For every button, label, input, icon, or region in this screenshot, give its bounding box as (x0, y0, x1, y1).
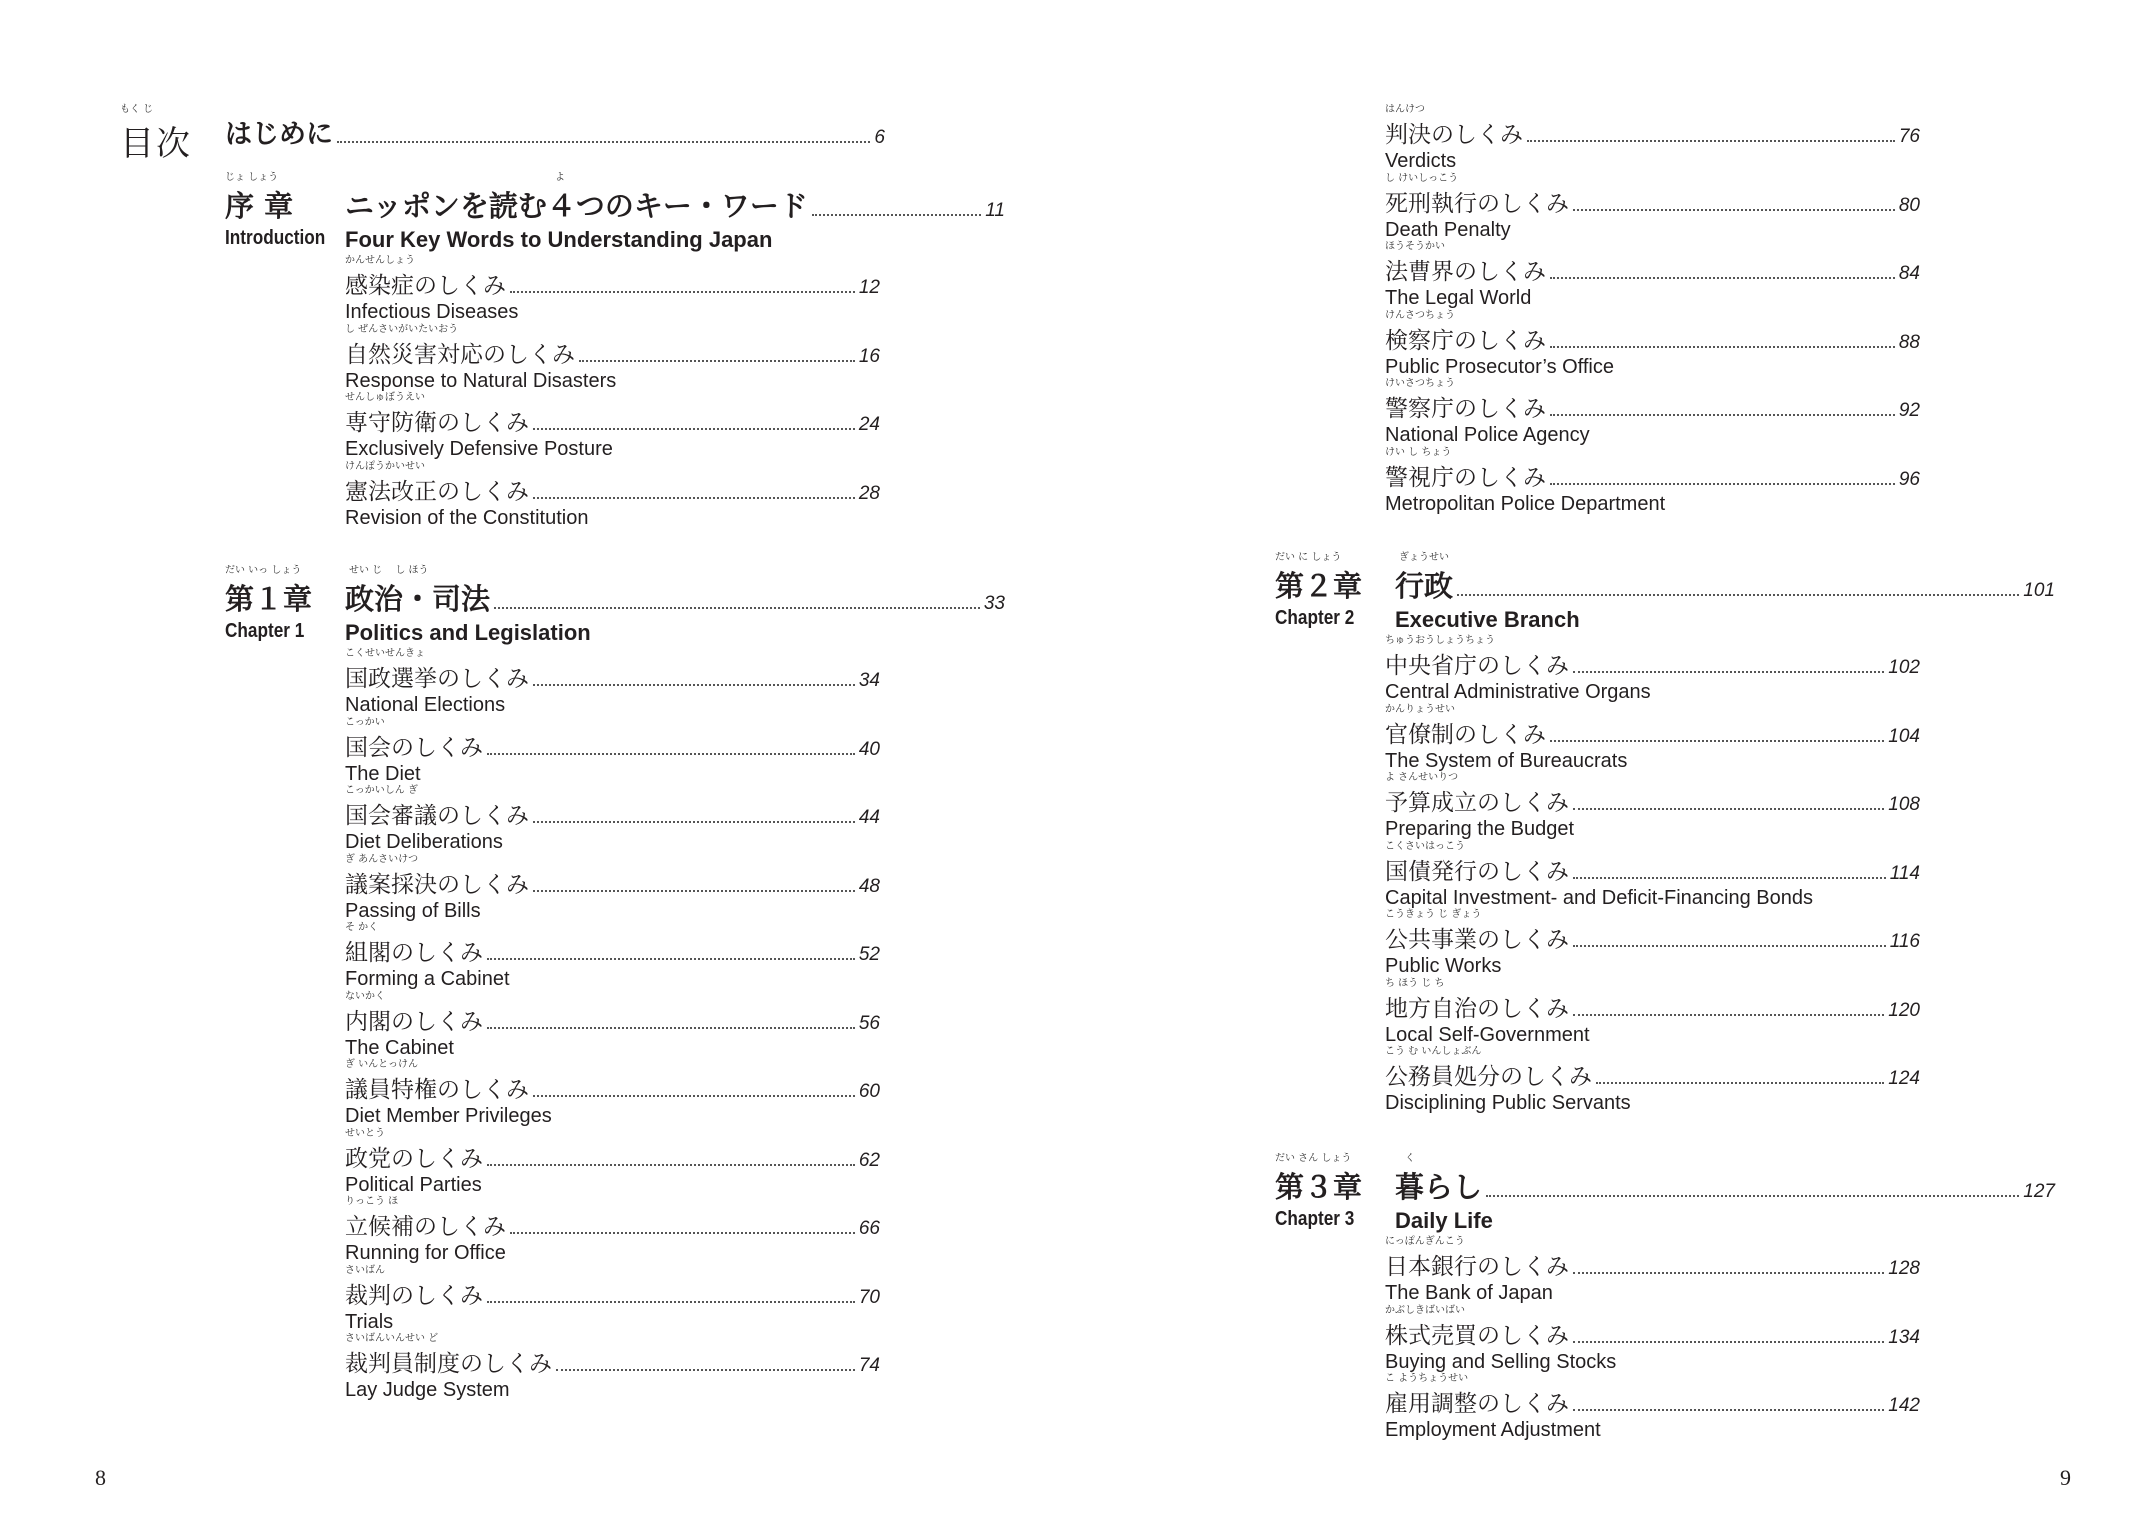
toc-entry[interactable] (1385, 173, 1920, 242)
page-number: 12 (858, 277, 880, 298)
entry-title-jp: 警察庁のしくみ (1385, 396, 1546, 422)
chapter-label (1275, 552, 1385, 630)
leader-dots (1527, 140, 1895, 142)
entry-ruby: ちゅうおうしょうちょう (1385, 635, 1495, 646)
entry-title-jp: 感染症のしくみ (345, 273, 506, 299)
entry-ruby: けい し ちょう (1385, 446, 1452, 458)
toc-entry[interactable] (345, 461, 880, 530)
leader-dots (487, 753, 855, 755)
page-number: 116 (1889, 931, 1920, 952)
toc-entry[interactable] (345, 922, 880, 991)
toc-entry[interactable] (1385, 310, 1920, 379)
page-number: 24 (858, 414, 880, 435)
page-folio: 8 (95, 1465, 106, 1490)
chapter-label-en: Chapter 3 (1275, 1208, 1355, 1230)
entry-ruby: りっこう ほ (345, 1196, 399, 1207)
entry-ruby: こっかいしん ぎ (345, 785, 418, 796)
page-number: 134 (1888, 1326, 1920, 1348)
entry-title-en: Diet Member Privileges (345, 1105, 552, 1127)
leader-dots (494, 607, 980, 609)
entry-title-en: Buying and Selling Stocks (1385, 1350, 1617, 1373)
toc-entry[interactable] (345, 324, 880, 393)
entry-title-jp: 日本銀行のしくみ (1385, 1254, 1569, 1280)
toc-entry[interactable] (1385, 1236, 1920, 1305)
entry-title-jp: 警視庁のしくみ (1385, 464, 1546, 491)
entry-ruby: こうきょう じ ぎょう (1385, 909, 1482, 920)
entry-ruby: こくせいせんきょ (345, 648, 425, 659)
leader-dots (533, 497, 855, 499)
entry-title-en: The Cabinet (345, 1036, 454, 1059)
toc-label (120, 104, 240, 165)
leader-dots (1573, 671, 1884, 673)
entry-ruby: そ かく (345, 922, 379, 933)
entry-ruby: し ぜんさいがいたいおう (345, 323, 459, 335)
page-number: 34 (858, 670, 880, 691)
title-ruby: く (1405, 1153, 1415, 1164)
toc-entry[interactable] (1385, 704, 1920, 773)
leader-dots (1550, 740, 1884, 742)
toc-entry[interactable] (345, 1333, 880, 1402)
entry-title-en: Political Parties (345, 1173, 482, 1196)
chapter-label-en: Chapter 1 (225, 620, 305, 642)
leader-dots (1550, 277, 1895, 279)
entry-title-jp: 判決のしくみ (1385, 122, 1523, 148)
entry-ruby: かぶしきばいばい (1385, 1304, 1465, 1316)
chapter-label-ruby: だい さん しょう (1275, 1153, 1352, 1164)
entry-title-en: Central Administrative Organs (1385, 681, 1651, 703)
toc-entry[interactable] (1385, 378, 1920, 447)
entry-ruby: こっかい (345, 716, 385, 728)
leader-dots (1573, 1409, 1884, 1411)
toc-entry[interactable] (345, 255, 880, 324)
chapter-title: ニッポンを読む４つのキー・ワード (345, 189, 808, 223)
intro-title: はじめに (225, 119, 333, 150)
entry-title-en: Running for Office (345, 1242, 506, 1264)
entry-title-jp: 国会審議のしくみ (345, 803, 529, 829)
page-number: 88 (1898, 331, 1920, 353)
entry-title-en: Response to Natural Disasters (345, 369, 617, 392)
entry-ruby: かんりょうせい (1385, 703, 1455, 715)
page-number: 142 (1888, 1395, 1920, 1416)
leader-dots (1486, 1195, 2019, 1197)
leader-dots (487, 1301, 855, 1303)
entry-title-en: Trials (345, 1310, 394, 1333)
leader-dots (487, 1027, 855, 1029)
chapter-title-en: Executive Branch (1395, 607, 1580, 632)
chapter-label (225, 565, 335, 643)
page-number: 6 (874, 127, 885, 148)
page-number: 56 (858, 1012, 880, 1034)
toc-entry[interactable] (345, 1059, 880, 1128)
entry-ruby: かんせんしょう (345, 255, 415, 266)
chapter-title-en: Daily Life (1395, 1208, 1493, 1233)
entry-title-jp: 内閣のしくみ (345, 1008, 483, 1035)
leader-dots (487, 1164, 855, 1166)
entry-title-jp: 自然災害対応のしくみ (345, 341, 575, 368)
chapter-label-kanji: 序 章 (225, 189, 294, 223)
page-number: 44 (858, 807, 880, 828)
toc-entry[interactable] (1385, 104, 1920, 173)
chapter-title: 行政 (1395, 569, 1454, 603)
entry-title-jp: 雇用調整のしくみ (1385, 1391, 1569, 1417)
leader-dots (1550, 414, 1895, 416)
entry-ruby: はんけつ (1385, 104, 1425, 115)
right-page (1075, 0, 2150, 1518)
leader-dots (1550, 483, 1895, 485)
entry-ruby: ほうそうかい (1385, 241, 1445, 252)
entry-title-en: Disciplining Public Servants (1385, 1092, 1631, 1114)
entry-title-jp: 政党のしくみ (345, 1145, 483, 1172)
toc-label-text: 目次 (120, 124, 192, 164)
leader-dots (533, 428, 855, 430)
entry-ruby: さいばん (345, 1264, 385, 1276)
page-number: 120 (1888, 999, 1920, 1021)
entry-title-en: Public Prosecutor’s Office (1385, 355, 1614, 378)
entry-title-jp: 専守防衛のしくみ (345, 410, 529, 436)
entry-title-jp: 検察庁のしくみ (1385, 327, 1546, 354)
intro-entry[interactable] (225, 112, 885, 151)
entry-title-en: The System of Bureaucrats (1385, 749, 1628, 772)
entry-ruby: けんぽうかいせい (345, 460, 425, 472)
page-number: 127 (2023, 1181, 2055, 1202)
leader-dots (1573, 209, 1895, 211)
entry-title-en: National Elections (345, 694, 506, 716)
leader-dots (1573, 1014, 1884, 1016)
page-number: 62 (858, 1149, 880, 1171)
entry-title-en: The Legal World (1385, 287, 1532, 309)
entry-title-en: Preparing the Budget (1385, 818, 1575, 840)
chapter-label-en: Chapter 2 (1275, 607, 1355, 629)
entry-ruby: よ さんせいりつ (1385, 772, 1459, 783)
entry-ruby: ち ほう じ ち (1385, 977, 1445, 989)
entry-title-en: National Police Agency (1385, 424, 1590, 446)
chapter-title: 政治・司法 (345, 582, 491, 616)
toc-label-ruby: もく じ (120, 104, 154, 115)
entry-title-jp: 憲法改正のしくみ (345, 478, 529, 505)
toc-entry[interactable] (345, 1128, 880, 1197)
entry-title-en: Capital Investment- and Deficit-Financing Bonds (1385, 886, 1813, 909)
page-number: 92 (1898, 400, 1920, 421)
entry-title-en: Passing of Bills (345, 899, 481, 922)
entry-ruby: ぎ あんさいけつ (345, 853, 419, 865)
leader-dots (579, 360, 855, 362)
entry-title-en: Exclusively Defensive Posture (345, 438, 613, 460)
title-ruby: ぎょうせい (1399, 552, 1449, 563)
page-number: 60 (858, 1081, 880, 1102)
page-number: 40 (858, 738, 880, 760)
entry-title-en: Employment Adjustment (1385, 1419, 1601, 1441)
entry-ruby: にっぽんぎんこう (1385, 1236, 1465, 1247)
entry-ruby: ぎ いんとっけん (345, 1059, 418, 1070)
entry-title-jp: 予算成立のしくみ (1385, 790, 1569, 816)
toc-entry[interactable] (1385, 447, 1920, 516)
entry-ruby: こ ようちょうせい (1385, 1373, 1469, 1384)
leader-dots (533, 684, 855, 686)
toc-entry[interactable] (1385, 241, 1920, 310)
chapter-title-en: Politics and Legislation (345, 620, 591, 645)
entry-title-en: Local Self-Government (1385, 1023, 1590, 1046)
entry-ruby: し けいしっこう (1385, 172, 1459, 184)
page-number: 70 (858, 1286, 880, 1308)
toc-entry[interactable] (1385, 909, 1920, 978)
leader-dots (1573, 1341, 1884, 1343)
leader-dots (510, 1232, 855, 1234)
entry-title-jp: 裁判のしくみ (345, 1282, 483, 1309)
entry-title-en: Verdicts (1385, 150, 1457, 172)
entry-title-en: Lay Judge System (345, 1379, 510, 1401)
toc-entry[interactable] (345, 717, 880, 786)
entry-ruby: けんさつちょう (1385, 309, 1455, 321)
chapter-label-ruby: じょ しょう (225, 172, 279, 183)
leader-dots (1550, 346, 1895, 348)
entry-ruby: こう む いんしょぶん (1385, 1046, 1482, 1057)
toc-entry[interactable] (345, 854, 880, 923)
leader-dots (533, 890, 855, 892)
page-number: 84 (1898, 263, 1920, 284)
entry-title-en: The Diet (345, 762, 421, 785)
leader-dots (533, 821, 855, 823)
page-number: 101 (2023, 580, 2055, 601)
page-number: 48 (858, 875, 880, 897)
leader-dots (812, 214, 981, 216)
entry-title-en: The Bank of Japan (1385, 1282, 1553, 1304)
leader-dots (1596, 1082, 1884, 1084)
leader-dots (1573, 1272, 1884, 1274)
page-number: 74 (858, 1355, 880, 1376)
entry-ruby: せいとう (345, 1127, 385, 1139)
chapter-label-kanji: 第１章 (225, 582, 313, 616)
leader-dots (556, 1369, 855, 1371)
leader-dots (1573, 945, 1886, 947)
page-number: 124 (1888, 1068, 1920, 1089)
toc-entry[interactable] (345, 1196, 880, 1265)
entry-title-jp: 議案採決のしくみ (345, 871, 529, 898)
toc-entry[interactable] (345, 1265, 880, 1334)
page-number: 80 (1898, 194, 1920, 216)
entry-title-jp: 国政選挙のしくみ (345, 666, 529, 692)
page-number: 76 (1898, 126, 1920, 147)
entry-title-en: Public Works (1385, 955, 1502, 977)
page-number: 66 (858, 1218, 880, 1239)
page-number: 33 (983, 593, 1005, 614)
chapter-label-ruby: だい いっ しょう (225, 565, 302, 576)
chapter-title: 暮らし (1395, 1170, 1483, 1204)
entry-title-jp: 国債発行のしくみ (1385, 858, 1569, 885)
leader-dots (487, 958, 855, 960)
page-number: 104 (1888, 725, 1920, 747)
toc-entry[interactable] (345, 991, 880, 1060)
entry-title-jp: 公務員処分のしくみ (1385, 1064, 1592, 1090)
chapter-label-en: Introduction (225, 227, 326, 249)
entry-title-jp: 株式売買のしくみ (1385, 1322, 1569, 1349)
page-number: 52 (858, 944, 880, 965)
entry-title-jp: 法曹界のしくみ (1385, 259, 1546, 285)
toc-entry[interactable] (345, 785, 880, 854)
entry-ruby: けいさつちょう (1385, 378, 1455, 389)
entry-title-en: Death Penalty (1385, 218, 1511, 241)
page-number: 128 (1888, 1258, 1920, 1279)
entry-title-en: Diet Deliberations (345, 831, 503, 853)
entry-title-jp: 裁判員制度のしくみ (345, 1351, 552, 1377)
entry-title-jp: 地方自治のしくみ (1385, 995, 1569, 1022)
title-ruby: よ (555, 172, 565, 183)
entry-title-en: Revision of the Constitution (345, 506, 589, 529)
leader-dots (510, 291, 855, 293)
page-number: 114 (1889, 862, 1920, 884)
entry-title-jp: 官僚制のしくみ (1385, 721, 1546, 748)
page-number: 96 (1898, 468, 1920, 490)
chapter-label-kanji: 第３章 (1275, 1170, 1363, 1204)
chapter-label-ruby: だい に しょう (1275, 552, 1342, 563)
entry-title-en: Forming a Cabinet (345, 968, 510, 990)
entry-ruby: ないかく (345, 990, 385, 1002)
entry-title-jp: 国会のしくみ (345, 734, 483, 761)
entry-title-jp: 中央省庁のしくみ (1385, 653, 1569, 679)
toc-entry[interactable] (1385, 978, 1920, 1047)
page-number: 108 (1888, 794, 1920, 815)
leader-dots (1573, 808, 1884, 810)
chapter-title-en: Four Key Words to Understanding Japan (345, 227, 773, 252)
entry-title-jp: 立候補のしくみ (345, 1214, 506, 1240)
entry-ruby: さいばんいんせい ど (345, 1333, 439, 1344)
toc-entry[interactable] (1385, 635, 1920, 704)
chapter-label (1275, 1153, 1385, 1231)
toc-entry[interactable] (1385, 1046, 1920, 1115)
entry-ruby: せんしゅぼうえい (345, 392, 425, 403)
page-number: 16 (858, 345, 880, 367)
toc-entry[interactable] (345, 648, 880, 717)
leader-dots (1457, 594, 2019, 596)
toc-entry[interactable] (1385, 1305, 1920, 1374)
chapter-label (225, 172, 335, 250)
toc-entry[interactable] (1385, 1373, 1920, 1442)
leader-dots (337, 141, 870, 143)
page-number: 102 (1888, 657, 1920, 678)
entry-title-jp: 組閣のしくみ (345, 940, 483, 966)
entry-title-jp: 議員特権のしくみ (345, 1077, 529, 1103)
title-ruby: せい じ し ほう (349, 565, 429, 576)
entry-title-en: Infectious Diseases (345, 301, 519, 323)
entry-title-jp: 死刑執行のしくみ (1385, 190, 1569, 217)
leader-dots (533, 1095, 855, 1097)
entry-ruby: こくさいはっこう (1385, 840, 1465, 852)
toc-entry[interactable] (345, 392, 880, 461)
entry-title-en: Metropolitan Police Department (1385, 492, 1666, 515)
toc-entry[interactable] (1385, 841, 1920, 910)
entry-title-jp: 公共事業のしくみ (1385, 927, 1569, 953)
leader-dots (1573, 877, 1886, 879)
toc-entry[interactable] (1385, 772, 1920, 841)
page-number: 11 (985, 200, 1005, 221)
chapter-label-kanji: 第２章 (1275, 569, 1363, 603)
page-folio: 9 (2060, 1465, 2071, 1490)
page-number: 28 (858, 482, 880, 504)
